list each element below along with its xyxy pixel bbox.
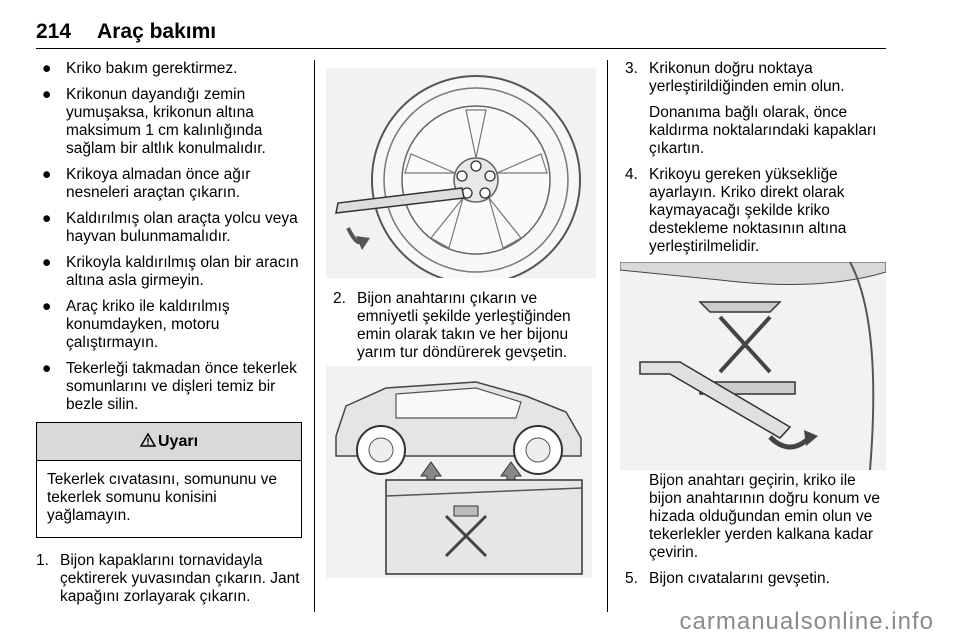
section-title: Araç bakımı — [97, 20, 217, 43]
step-text: Krikonun doğru noktaya yerleştirildiğinden emin olun. — [649, 60, 845, 95]
step-3 — [625, 60, 888, 158]
header-rule — [36, 48, 886, 49]
step-text-extra: Bijon anahtarı geçirin, kriko ile bijon anahtarının doğru konum ve hizada olduğundan emin olun ve tekerlekler yerden kalkana kadar çevirin. — [649, 472, 880, 561]
warning-header — [37, 423, 301, 461]
step-2 — [333, 290, 595, 362]
step-text-extra: Donanıma bağlı olarak, önce kaldırma noktalarındaki kapakları çıkartın. — [649, 104, 877, 157]
figure-car-jack-points — [326, 366, 592, 578]
list-item: ● Krikoya almadan önce ağır nesneleri araçtan çıkarın. — [42, 166, 251, 201]
column-right — [625, 60, 888, 256]
list-item: ● Krikonun dayandığı zemin yumuşaksa, krikonun altına maksimum 1 cm kalınlığında sağlam bir altlık konulmalıdır. — [42, 86, 266, 157]
bullet-icon: ● — [42, 360, 52, 377]
bullet-icon: ● — [42, 60, 52, 77]
step-number: 3. — [625, 60, 638, 77]
list-item: ● Kaldırılmış olan araçta yolcu veya hayvan bulunmamalıdır. — [42, 210, 298, 245]
step-text: Bijon kapaklarını tornavidayla çektirerek yuvasından çıkarın. Jant kapağını zorlayarak çıkarın. — [60, 552, 300, 605]
bullet-icon: ● — [42, 298, 52, 315]
bullet-icon: ● — [42, 210, 52, 227]
step-4-continued — [625, 472, 888, 588]
page-number: 214 — [36, 20, 72, 43]
list-item: ● Kriko bakım gerektirmez. — [42, 60, 238, 77]
list-item: ● Krikoyla kaldırılmış olan bir aracın altına asla girmeyin. — [42, 254, 299, 289]
list-item: ● Tekerleği takmadan önce tekerlek somunlarını ve dişleri temiz bir bezle silin. — [42, 360, 297, 413]
step-number: 4. — [625, 166, 638, 183]
figure-wheel-wrench — [326, 68, 596, 278]
list-item: ● Araç kriko ile kaldırılmış konumdayken, motoru çalıştırmayın. — [42, 298, 230, 351]
column-left — [36, 60, 302, 606]
column-divider-left — [314, 60, 315, 612]
bullet-icon: ● — [42, 254, 52, 271]
step-4 — [625, 166, 888, 256]
warning-triangle-icon — [140, 433, 156, 447]
column-divider-right — [607, 60, 608, 612]
figure-jack-positioning — [620, 262, 886, 470]
step-1 — [36, 552, 302, 606]
bullet-icon: ● — [42, 86, 52, 103]
bullet-icon: ● — [42, 166, 52, 183]
bullet-list — [36, 60, 302, 414]
step-text: Krikoyu gereken yüksekliğe ayarlayın. Kriko direkt olarak kaymayacağı şekilde kriko destekleme noktasının altına yerleştirilmelidir. — [649, 166, 847, 255]
warning-body: Tekerlek cıvatasını, somununu ve tekerlek somunu konisini yağlamayın. — [47, 471, 278, 524]
step-text: Bijon cıvatalarını gevşetin. — [649, 570, 830, 587]
warning-title: Uyarı — [157, 433, 199, 450]
step-5 — [625, 570, 888, 588]
warning-box — [36, 422, 302, 538]
step-number: 1. — [36, 552, 49, 569]
step-number: 5. — [625, 570, 638, 587]
step-text: Bijon anahtarını çıkarın ve emniyetli şekilde yerleştiğinden emin olarak takın ve her bijonu yarım tur döndürerek gevşetin. — [357, 290, 571, 361]
page-header — [36, 20, 216, 44]
step-number: 2. — [333, 290, 346, 307]
watermark: carmanualsonline.info — [679, 608, 934, 635]
